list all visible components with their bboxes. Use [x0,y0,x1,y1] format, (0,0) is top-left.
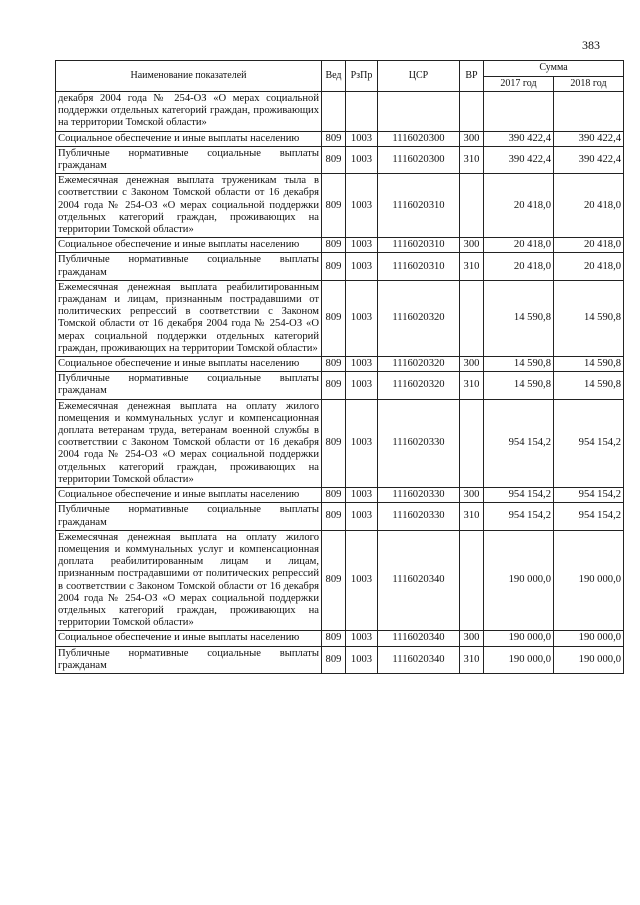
header-name: Наименование показателей [56,61,322,92]
table-row [56,372,624,399]
cell-sum-2017: 190 000,0 [484,530,554,631]
cell-sum-2017: 14 590,8 [484,280,554,356]
cell-rzpr: 1003 [346,503,378,530]
table-row [56,92,624,132]
table-row [56,646,624,673]
cell-ved: 809 [322,503,346,530]
cell-csr: 1116020310 [378,253,460,280]
cell-rzpr: 1003 [346,357,378,372]
cell-name: Социальное обеспечение и иные выплаты населению [56,488,322,503]
cell-ved: 809 [322,131,346,146]
cell-sum-2018: 20 418,0 [554,238,624,253]
cell-sum-2017 [484,92,554,132]
header-sum: Сумма [484,61,624,77]
cell-sum-2017: 190 000,0 [484,631,554,646]
cell-vr: 310 [460,372,484,399]
table-row [56,174,624,238]
cell-csr: 1116020330 [378,488,460,503]
page-number: 383 [582,38,600,52]
table-row [56,280,624,356]
cell-vr: 300 [460,488,484,503]
cell-csr: 1116020300 [378,131,460,146]
table-row [56,488,624,503]
cell-vr: 300 [460,631,484,646]
header-csr: ЦСР [378,61,460,92]
cell-sum-2017: 14 590,8 [484,357,554,372]
table-row [56,357,624,372]
cell-sum-2018: 390 422,4 [554,131,624,146]
cell-rzpr: 1003 [346,280,378,356]
cell-name: декабря 2004 года № 254-ОЗ «О мерах социальной поддержки отдельных категорий граждан, проживающих на территории Томской области» [56,92,322,132]
cell-ved: 809 [322,530,346,631]
cell-rzpr: 1003 [346,238,378,253]
table-row [56,530,624,631]
cell-rzpr: 1003 [346,253,378,280]
cell-rzpr: 1003 [346,530,378,631]
table-row [56,399,624,487]
cell-sum-2017: 190 000,0 [484,646,554,673]
cell-sum-2017: 390 422,4 [484,131,554,146]
cell-csr: 1116020330 [378,503,460,530]
cell-name: Публичные нормативные социальные выплаты гражданам [56,503,322,530]
cell-sum-2017: 954 154,2 [484,503,554,530]
cell-name: Публичные нормативные социальные выплаты гражданам [56,372,322,399]
cell-csr: 1116020300 [378,146,460,173]
cell-csr: 1116020340 [378,631,460,646]
cell-vr: 300 [460,357,484,372]
table-row [56,131,624,146]
cell-vr: 310 [460,503,484,530]
cell-csr: 1116020340 [378,530,460,631]
cell-vr: 310 [460,146,484,173]
cell-csr: 1116020320 [378,357,460,372]
cell-vr: 300 [460,238,484,253]
cell-sum-2017: 390 422,4 [484,146,554,173]
cell-ved: 809 [322,238,346,253]
cell-rzpr: 1003 [346,372,378,399]
cell-csr: 1116020340 [378,646,460,673]
cell-rzpr: 1003 [346,131,378,146]
cell-ved: 809 [322,646,346,673]
header-year-2018: 2018 год [554,76,624,92]
cell-sum-2018: 14 590,8 [554,280,624,356]
cell-sum-2018: 14 590,8 [554,357,624,372]
budget-table [55,60,624,674]
cell-ved [322,92,346,132]
cell-sum-2018: 190 000,0 [554,646,624,673]
cell-name: Ежемесячная денежная выплата труженикам тыла в соответствии с Законом Томской области от 16 декабря 2004 года № 254-ОЗ «О мерах социальной поддержки отдельных категорий граждан, проживающих на территории Томской области» [56,174,322,238]
cell-sum-2017: 20 418,0 [484,253,554,280]
cell-csr: 1116020330 [378,399,460,487]
cell-ved: 809 [322,488,346,503]
cell-sum-2018: 190 000,0 [554,530,624,631]
cell-sum-2018: 20 418,0 [554,174,624,238]
cell-ved: 809 [322,357,346,372]
cell-csr: 1116020320 [378,372,460,399]
cell-sum-2018: 954 154,2 [554,503,624,530]
cell-ved: 809 [322,372,346,399]
header-ved: Вед [322,61,346,92]
cell-vr: 310 [460,646,484,673]
cell-sum-2017: 954 154,2 [484,488,554,503]
cell-rzpr: 1003 [346,631,378,646]
cell-ved: 809 [322,399,346,487]
cell-ved: 809 [322,280,346,356]
cell-name: Публичные нормативные социальные выплаты гражданам [56,146,322,173]
table-row [56,146,624,173]
cell-ved: 809 [322,631,346,646]
header-year-2017: 2017 год [484,76,554,92]
cell-rzpr [346,92,378,132]
cell-vr: 300 [460,131,484,146]
cell-name: Публичные нормативные социальные выплаты гражданам [56,646,322,673]
cell-vr [460,280,484,356]
cell-vr [460,92,484,132]
cell-sum-2017: 14 590,8 [484,372,554,399]
cell-vr: 310 [460,253,484,280]
cell-sum-2017: 20 418,0 [484,174,554,238]
cell-sum-2018: 20 418,0 [554,253,624,280]
cell-rzpr: 1003 [346,488,378,503]
cell-vr [460,530,484,631]
cell-vr [460,174,484,238]
cell-sum-2018: 954 154,2 [554,399,624,487]
cell-csr [378,92,460,132]
cell-sum-2018: 190 000,0 [554,631,624,646]
cell-name: Ежемесячная денежная выплата на оплату жилого помещения и коммунальных услуг и компенсационная доплата ветеранам труда, ветеранам военной службы в соответствии с Законом Томской области от 16 декабря 2004 года № 254-ОЗ «О мерах социальной поддержки отдельных категорий граждан, проживающих на территории Томской области» [56,399,322,487]
table-row [56,631,624,646]
cell-rzpr: 1003 [346,399,378,487]
cell-name: Социальное обеспечение и иные выплаты населению [56,131,322,146]
cell-name: Социальное обеспечение и иные выплаты населению [56,631,322,646]
table-row [56,253,624,280]
header-vr: ВР [460,61,484,92]
cell-sum-2018: 14 590,8 [554,372,624,399]
cell-sum-2017: 20 418,0 [484,238,554,253]
cell-name: Ежемесячная денежная выплата реабилитированным гражданам и лицам, признанным пострадавшими от политических репрессий в соответствии с Законом Томской области от 16 декабря 2004 года № 254-ОЗ «О мерах социальной поддержки отдельных категорий граждан, проживающих на территории Томской области» [56,280,322,356]
cell-rzpr: 1003 [346,646,378,673]
cell-rzpr: 1003 [346,146,378,173]
cell-csr: 1116020320 [378,280,460,356]
cell-name: Социальное обеспечение и иные выплаты населению [56,357,322,372]
header-rzpr: РзПр [346,61,378,92]
cell-ved: 809 [322,253,346,280]
table-row [56,238,624,253]
cell-ved: 809 [322,174,346,238]
table-row [56,503,624,530]
cell-csr: 1116020310 [378,238,460,253]
cell-rzpr: 1003 [346,174,378,238]
cell-sum-2018: 954 154,2 [554,488,624,503]
cell-name: Публичные нормативные социальные выплаты гражданам [56,253,322,280]
cell-csr: 1116020310 [378,174,460,238]
cell-sum-2018 [554,92,624,132]
cell-name: Социальное обеспечение и иные выплаты населению [56,238,322,253]
cell-name: Ежемесячная денежная выплата на оплату жилого помещения и коммунальных услуг и компенсационная доплата реабилитированным лицам и лицам, признанным пострадавшими от политических репрессий в соответствии с Законом Томской области от 16 декабря 2004 года № 254-ОЗ «О мерах социальной поддержки отдельных категорий граждан, проживающих на территории Томской области» [56,530,322,631]
cell-ved: 809 [322,146,346,173]
table-body [56,92,624,674]
cell-sum-2018: 390 422,4 [554,146,624,173]
cell-sum-2017: 954 154,2 [484,399,554,487]
cell-vr [460,399,484,487]
